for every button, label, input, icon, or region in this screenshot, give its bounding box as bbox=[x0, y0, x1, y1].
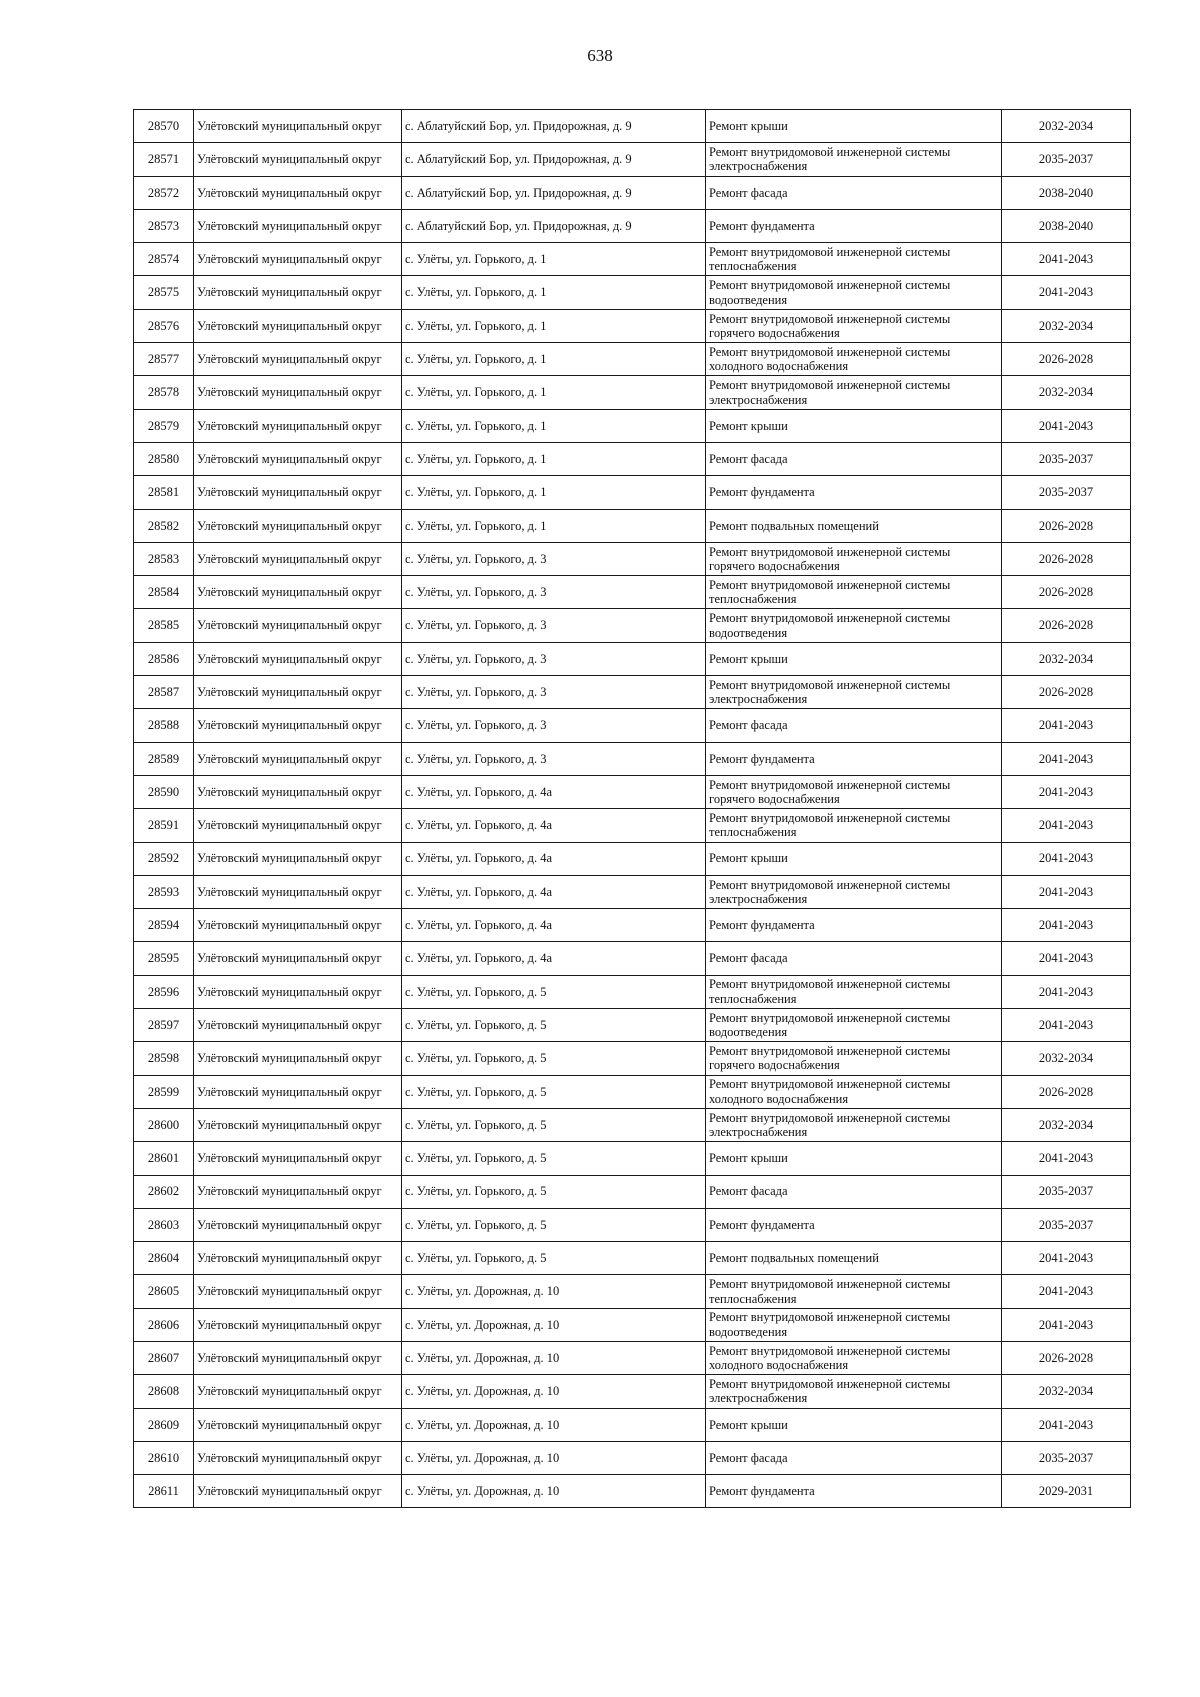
address: с. Улёты, ул. Дорожная, д. 10 bbox=[402, 1441, 706, 1474]
work-type: Ремонт фасада bbox=[706, 442, 1002, 475]
work-type: Ремонт внутридомовой инженерной системы горячего водоснабжения bbox=[706, 775, 1002, 808]
table-row bbox=[134, 709, 1131, 742]
planned-period: 2041-2043 bbox=[1002, 243, 1131, 276]
row-number: 28585 bbox=[134, 609, 194, 642]
planned-period: 2026-2028 bbox=[1002, 609, 1131, 642]
district-name: Улётовский муниципальный округ bbox=[194, 642, 402, 675]
work-type: Ремонт фасада bbox=[706, 709, 1002, 742]
work-type: Ремонт внутридомовой инженерной системы холодного водоснабжения bbox=[706, 1341, 1002, 1374]
row-number: 28588 bbox=[134, 709, 194, 742]
row-number: 28605 bbox=[134, 1275, 194, 1308]
table-row bbox=[134, 576, 1131, 609]
planned-period: 2026-2028 bbox=[1002, 1075, 1131, 1108]
address: с. Улёты, ул. Горького, д. 5 bbox=[402, 1208, 706, 1241]
district-name: Улётовский муниципальный округ bbox=[194, 442, 402, 475]
table-row bbox=[134, 209, 1131, 242]
work-type: Ремонт внутридомовой инженерной системы электроснабжения bbox=[706, 676, 1002, 709]
row-number: 28581 bbox=[134, 476, 194, 509]
district-name: Улётовский муниципальный округ bbox=[194, 276, 402, 309]
work-type: Ремонт подвальных помещений bbox=[706, 1242, 1002, 1275]
planned-period: 2041-2043 bbox=[1002, 1242, 1131, 1275]
district-name: Улётовский муниципальный округ bbox=[194, 1375, 402, 1408]
planned-period: 2041-2043 bbox=[1002, 1142, 1131, 1175]
planned-period: 2041-2043 bbox=[1002, 1009, 1131, 1042]
planned-period: 2035-2037 bbox=[1002, 1441, 1131, 1474]
work-type: Ремонт фундамента bbox=[706, 476, 1002, 509]
address: с. Улёты, ул. Горького, д. 1 bbox=[402, 309, 706, 342]
row-number: 28592 bbox=[134, 842, 194, 875]
district-name: Улётовский муниципальный округ bbox=[194, 842, 402, 875]
planned-period: 2026-2028 bbox=[1002, 343, 1131, 376]
table-row bbox=[134, 509, 1131, 542]
address: с. Улёты, ул. Горького, д. 3 bbox=[402, 742, 706, 775]
work-type: Ремонт внутридомовой инженерной системы горячего водоснабжения bbox=[706, 542, 1002, 575]
table-row bbox=[134, 442, 1131, 475]
address: с. Улёты, ул. Горького, д. 5 bbox=[402, 1175, 706, 1208]
district-name: Улётовский муниципальный округ bbox=[194, 143, 402, 176]
planned-period: 2041-2043 bbox=[1002, 1275, 1131, 1308]
table-row bbox=[134, 875, 1131, 908]
work-type: Ремонт внутридомовой инженерной системы водоотведения bbox=[706, 1308, 1002, 1341]
planned-period: 2032-2034 bbox=[1002, 309, 1131, 342]
row-number: 28593 bbox=[134, 875, 194, 908]
table-row bbox=[134, 409, 1131, 442]
district-name: Улётовский муниципальный округ bbox=[194, 576, 402, 609]
table-row bbox=[134, 775, 1131, 808]
repair-schedule-table bbox=[133, 109, 1131, 1508]
address: с. Аблатуйский Бор, ул. Придорожная, д. 9 bbox=[402, 110, 706, 143]
row-number: 28603 bbox=[134, 1208, 194, 1241]
row-number: 28576 bbox=[134, 309, 194, 342]
row-number: 28602 bbox=[134, 1175, 194, 1208]
district-name: Улётовский муниципальный округ bbox=[194, 309, 402, 342]
district-name: Улётовский муниципальный округ bbox=[194, 1142, 402, 1175]
planned-period: 2041-2043 bbox=[1002, 709, 1131, 742]
planned-period: 2041-2043 bbox=[1002, 975, 1131, 1008]
table-row bbox=[134, 343, 1131, 376]
district-name: Улётовский муниципальный округ bbox=[194, 775, 402, 808]
row-number: 28572 bbox=[134, 176, 194, 209]
planned-period: 2032-2034 bbox=[1002, 376, 1131, 409]
planned-period: 2041-2043 bbox=[1002, 409, 1131, 442]
address: с. Улёты, ул. Дорожная, д. 10 bbox=[402, 1475, 706, 1508]
page-number: 638 bbox=[587, 46, 613, 65]
row-number: 28571 bbox=[134, 143, 194, 176]
address: с. Улёты, ул. Горького, д. 1 bbox=[402, 276, 706, 309]
address: с. Улёты, ул. Горького, д. 1 bbox=[402, 442, 706, 475]
address: с. Улёты, ул. Горького, д. 5 bbox=[402, 1108, 706, 1141]
district-name: Улётовский муниципальный округ bbox=[194, 1175, 402, 1208]
district-name: Улётовский муниципальный округ bbox=[194, 1441, 402, 1474]
row-number: 28573 bbox=[134, 209, 194, 242]
address: с. Улёты, ул. Горького, д. 1 bbox=[402, 509, 706, 542]
work-type: Ремонт крыши bbox=[706, 1142, 1002, 1175]
address: с. Улёты, ул. Дорожная, д. 10 bbox=[402, 1341, 706, 1374]
table-row bbox=[134, 1441, 1131, 1474]
table-row bbox=[134, 1075, 1131, 1108]
address: с. Улёты, ул. Горького, д. 3 bbox=[402, 642, 706, 675]
row-number: 28579 bbox=[134, 409, 194, 442]
work-type: Ремонт подвальных помещений bbox=[706, 509, 1002, 542]
planned-period: 2038-2040 bbox=[1002, 176, 1131, 209]
district-name: Улётовский муниципальный округ bbox=[194, 343, 402, 376]
work-type: Ремонт крыши bbox=[706, 110, 1002, 143]
table-row bbox=[134, 809, 1131, 842]
work-type: Ремонт внутридомовой инженерной системы горячего водоснабжения bbox=[706, 309, 1002, 342]
district-name: Улётовский муниципальный округ bbox=[194, 1042, 402, 1075]
work-type: Ремонт внутридомовой инженерной системы электроснабжения bbox=[706, 875, 1002, 908]
district-name: Улётовский муниципальный округ bbox=[194, 1308, 402, 1341]
district-name: Улётовский муниципальный округ bbox=[194, 409, 402, 442]
address: с. Улёты, ул. Горького, д. 5 bbox=[402, 1009, 706, 1042]
work-type: Ремонт внутридомовой инженерной системы теплоснабжения bbox=[706, 243, 1002, 276]
work-type: Ремонт фундамента bbox=[706, 742, 1002, 775]
row-number: 28594 bbox=[134, 909, 194, 942]
planned-period: 2026-2028 bbox=[1002, 1341, 1131, 1374]
row-number: 28589 bbox=[134, 742, 194, 775]
address: с. Улёты, ул. Горького, д. 1 bbox=[402, 376, 706, 409]
row-number: 28577 bbox=[134, 343, 194, 376]
address: с. Улёты, ул. Горького, д. 5 bbox=[402, 1042, 706, 1075]
table-row bbox=[134, 742, 1131, 775]
district-name: Улётовский муниципальный округ bbox=[194, 110, 402, 143]
district-name: Улётовский муниципальный округ bbox=[194, 975, 402, 1008]
district-name: Улётовский муниципальный округ bbox=[194, 1075, 402, 1108]
table-row bbox=[134, 1108, 1131, 1141]
address: с. Улёты, ул. Горького, д. 4а bbox=[402, 909, 706, 942]
table-row bbox=[134, 243, 1131, 276]
row-number: 28586 bbox=[134, 642, 194, 675]
planned-period: 2041-2043 bbox=[1002, 1408, 1131, 1441]
planned-period: 2035-2037 bbox=[1002, 143, 1131, 176]
row-number: 28611 bbox=[134, 1475, 194, 1508]
row-number: 28596 bbox=[134, 975, 194, 1008]
planned-period: 2029-2031 bbox=[1002, 1475, 1131, 1508]
planned-period: 2041-2043 bbox=[1002, 276, 1131, 309]
district-name: Улётовский муниципальный округ bbox=[194, 742, 402, 775]
table-row bbox=[134, 176, 1131, 209]
planned-period: 2035-2037 bbox=[1002, 1208, 1131, 1241]
row-number: 28591 bbox=[134, 809, 194, 842]
address: с. Улёты, ул. Дорожная, д. 10 bbox=[402, 1408, 706, 1441]
table-row bbox=[134, 1242, 1131, 1275]
row-number: 28604 bbox=[134, 1242, 194, 1275]
address: с. Улёты, ул. Горького, д. 4а bbox=[402, 875, 706, 908]
planned-period: 2032-2034 bbox=[1002, 1375, 1131, 1408]
work-type: Ремонт фундамента bbox=[706, 209, 1002, 242]
address: с. Улёты, ул. Горького, д. 5 bbox=[402, 1142, 706, 1175]
work-type: Ремонт крыши bbox=[706, 1408, 1002, 1441]
district-name: Улётовский муниципальный округ bbox=[194, 176, 402, 209]
planned-period: 2041-2043 bbox=[1002, 775, 1131, 808]
planned-period: 2035-2037 bbox=[1002, 476, 1131, 509]
row-number: 28608 bbox=[134, 1375, 194, 1408]
table-row bbox=[134, 276, 1131, 309]
district-name: Улётовский муниципальный округ bbox=[194, 376, 402, 409]
table-row bbox=[134, 1408, 1131, 1441]
planned-period: 2026-2028 bbox=[1002, 542, 1131, 575]
district-name: Улётовский муниципальный округ bbox=[194, 1408, 402, 1441]
address: с. Улёты, ул. Горького, д. 4а bbox=[402, 942, 706, 975]
district-name: Улётовский муниципальный округ bbox=[194, 209, 402, 242]
district-name: Улётовский муниципальный округ bbox=[194, 809, 402, 842]
work-type: Ремонт фасада bbox=[706, 176, 1002, 209]
work-type: Ремонт крыши bbox=[706, 842, 1002, 875]
table-row bbox=[134, 376, 1131, 409]
planned-period: 2041-2043 bbox=[1002, 942, 1131, 975]
address: с. Улёты, ул. Горького, д. 4а bbox=[402, 775, 706, 808]
district-name: Улётовский муниципальный округ bbox=[194, 1208, 402, 1241]
district-name: Улётовский муниципальный округ bbox=[194, 1275, 402, 1308]
table-row bbox=[134, 110, 1131, 143]
address: с. Аблатуйский Бор, ул. Придорожная, д. 9 bbox=[402, 176, 706, 209]
address: с. Улёты, ул. Горького, д. 4а bbox=[402, 809, 706, 842]
planned-period: 2038-2040 bbox=[1002, 209, 1131, 242]
address: с. Улёты, ул. Горького, д. 1 bbox=[402, 343, 706, 376]
district-name: Улётовский муниципальный округ bbox=[194, 875, 402, 908]
table-row bbox=[134, 476, 1131, 509]
table-row bbox=[134, 842, 1131, 875]
work-type: Ремонт внутридомовой инженерной системы электроснабжения bbox=[706, 376, 1002, 409]
work-type: Ремонт фундамента bbox=[706, 1208, 1002, 1241]
table-row bbox=[134, 1341, 1131, 1374]
table-row bbox=[134, 975, 1131, 1008]
district-name: Улётовский муниципальный округ bbox=[194, 1009, 402, 1042]
work-type: Ремонт фундамента bbox=[706, 909, 1002, 942]
planned-period: 2041-2043 bbox=[1002, 742, 1131, 775]
address: с. Улёты, ул. Горького, д. 1 bbox=[402, 476, 706, 509]
work-type: Ремонт внутридомовой инженерной системы горячего водоснабжения bbox=[706, 1042, 1002, 1075]
work-type: Ремонт внутридомовой инженерной системы холодного водоснабжения bbox=[706, 1075, 1002, 1108]
row-number: 28601 bbox=[134, 1142, 194, 1175]
district-name: Улётовский муниципальный округ bbox=[194, 942, 402, 975]
address: с. Улёты, ул. Дорожная, д. 10 bbox=[402, 1375, 706, 1408]
work-type: Ремонт внутридомовой инженерной системы теплоснабжения bbox=[706, 975, 1002, 1008]
row-number: 28595 bbox=[134, 942, 194, 975]
address: с. Улёты, ул. Горького, д. 3 bbox=[402, 709, 706, 742]
work-type: Ремонт внутридомовой инженерной системы теплоснабжения bbox=[706, 809, 1002, 842]
district-name: Улётовский муниципальный округ bbox=[194, 476, 402, 509]
district-name: Улётовский муниципальный округ bbox=[194, 676, 402, 709]
district-name: Улётовский муниципальный округ bbox=[194, 1108, 402, 1141]
planned-period: 2032-2034 bbox=[1002, 110, 1131, 143]
district-name: Улётовский муниципальный округ bbox=[194, 909, 402, 942]
row-number: 28578 bbox=[134, 376, 194, 409]
address: с. Аблатуйский Бор, ул. Придорожная, д. 9 bbox=[402, 143, 706, 176]
work-type: Ремонт фасада bbox=[706, 942, 1002, 975]
work-type: Ремонт внутридомовой инженерной системы водоотведения bbox=[706, 1009, 1002, 1042]
row-number: 28597 bbox=[134, 1009, 194, 1042]
work-type: Ремонт внутридомовой инженерной системы теплоснабжения bbox=[706, 1275, 1002, 1308]
table-row bbox=[134, 609, 1131, 642]
address: с. Улёты, ул. Горького, д. 5 bbox=[402, 1075, 706, 1108]
district-name: Улётовский муниципальный округ bbox=[194, 1242, 402, 1275]
table-row bbox=[134, 676, 1131, 709]
work-type: Ремонт фасада bbox=[706, 1441, 1002, 1474]
row-number: 28584 bbox=[134, 576, 194, 609]
table-row bbox=[134, 1308, 1131, 1341]
address: с. Улёты, ул. Горького, д. 3 bbox=[402, 576, 706, 609]
work-type: Ремонт внутридомовой инженерной системы холодного водоснабжения bbox=[706, 343, 1002, 376]
row-number: 28598 bbox=[134, 1042, 194, 1075]
work-type: Ремонт крыши bbox=[706, 642, 1002, 675]
table-row bbox=[134, 1475, 1131, 1508]
address: с. Улёты, ул. Горького, д. 5 bbox=[402, 1242, 706, 1275]
row-number: 28582 bbox=[134, 509, 194, 542]
planned-period: 2041-2043 bbox=[1002, 842, 1131, 875]
table-body bbox=[134, 110, 1131, 1508]
table-row bbox=[134, 942, 1131, 975]
table-row bbox=[134, 1175, 1131, 1208]
planned-period: 2032-2034 bbox=[1002, 642, 1131, 675]
address: с. Улёты, ул. Дорожная, д. 10 bbox=[402, 1308, 706, 1341]
work-type: Ремонт внутридомовой инженерной системы электроснабжения bbox=[706, 1375, 1002, 1408]
address: с. Аблатуйский Бор, ул. Придорожная, д. 9 bbox=[402, 209, 706, 242]
district-name: Улётовский муниципальный округ bbox=[194, 1475, 402, 1508]
district-name: Улётовский муниципальный округ bbox=[194, 509, 402, 542]
table-row bbox=[134, 1375, 1131, 1408]
work-type: Ремонт внутридомовой инженерной системы водоотведения bbox=[706, 609, 1002, 642]
address: с. Улёты, ул. Дорожная, д. 10 bbox=[402, 1275, 706, 1308]
planned-period: 2041-2043 bbox=[1002, 875, 1131, 908]
table-row bbox=[134, 1142, 1131, 1175]
planned-period: 2026-2028 bbox=[1002, 576, 1131, 609]
planned-period: 2035-2037 bbox=[1002, 442, 1131, 475]
row-number: 28574 bbox=[134, 243, 194, 276]
address: с. Улёты, ул. Горького, д. 4а bbox=[402, 842, 706, 875]
work-type: Ремонт крыши bbox=[706, 409, 1002, 442]
work-type: Ремонт внутридомовой инженерной системы водоотведения bbox=[706, 276, 1002, 309]
table-row bbox=[134, 1208, 1131, 1241]
planned-period: 2041-2043 bbox=[1002, 909, 1131, 942]
table-row bbox=[134, 909, 1131, 942]
work-type: Ремонт внутридомовой инженерной системы электроснабжения bbox=[706, 143, 1002, 176]
address: с. Улёты, ул. Горького, д. 1 bbox=[402, 409, 706, 442]
row-number: 28590 bbox=[134, 775, 194, 808]
table-row bbox=[134, 542, 1131, 575]
table-row bbox=[134, 143, 1131, 176]
row-number: 28607 bbox=[134, 1341, 194, 1374]
row-number: 28583 bbox=[134, 542, 194, 575]
planned-period: 2035-2037 bbox=[1002, 1175, 1131, 1208]
table-row bbox=[134, 309, 1131, 342]
planned-period: 2026-2028 bbox=[1002, 509, 1131, 542]
table-row bbox=[134, 1042, 1131, 1075]
address: с. Улёты, ул. Горького, д. 1 bbox=[402, 243, 706, 276]
row-number: 28580 bbox=[134, 442, 194, 475]
work-type: Ремонт внутридомовой инженерной системы теплоснабжения bbox=[706, 576, 1002, 609]
row-number: 28610 bbox=[134, 1441, 194, 1474]
row-number: 28575 bbox=[134, 276, 194, 309]
work-type: Ремонт фундамента bbox=[706, 1475, 1002, 1508]
planned-period: 2032-2034 bbox=[1002, 1042, 1131, 1075]
planned-period: 2041-2043 bbox=[1002, 809, 1131, 842]
planned-period: 2041-2043 bbox=[1002, 1308, 1131, 1341]
work-type: Ремонт внутридомовой инженерной системы электроснабжения bbox=[706, 1108, 1002, 1141]
table-row bbox=[134, 642, 1131, 675]
address: с. Улёты, ул. Горького, д. 3 bbox=[402, 676, 706, 709]
address: с. Улёты, ул. Горького, д. 3 bbox=[402, 609, 706, 642]
district-name: Улётовский муниципальный округ bbox=[194, 709, 402, 742]
row-number: 28587 bbox=[134, 676, 194, 709]
row-number: 28606 bbox=[134, 1308, 194, 1341]
work-type: Ремонт фасада bbox=[706, 1175, 1002, 1208]
planned-period: 2032-2034 bbox=[1002, 1108, 1131, 1141]
table-row bbox=[134, 1009, 1131, 1042]
row-number: 28599 bbox=[134, 1075, 194, 1108]
district-name: Улётовский муниципальный округ bbox=[194, 609, 402, 642]
planned-period: 2026-2028 bbox=[1002, 676, 1131, 709]
row-number: 28570 bbox=[134, 110, 194, 143]
row-number: 28609 bbox=[134, 1408, 194, 1441]
district-name: Улётовский муниципальный округ bbox=[194, 542, 402, 575]
row-number: 28600 bbox=[134, 1108, 194, 1141]
address: с. Улёты, ул. Горького, д. 5 bbox=[402, 975, 706, 1008]
district-name: Улётовский муниципальный округ bbox=[194, 1341, 402, 1374]
district-name: Улётовский муниципальный округ bbox=[194, 243, 402, 276]
address: с. Улёты, ул. Горького, д. 3 bbox=[402, 542, 706, 575]
table-row bbox=[134, 1275, 1131, 1308]
